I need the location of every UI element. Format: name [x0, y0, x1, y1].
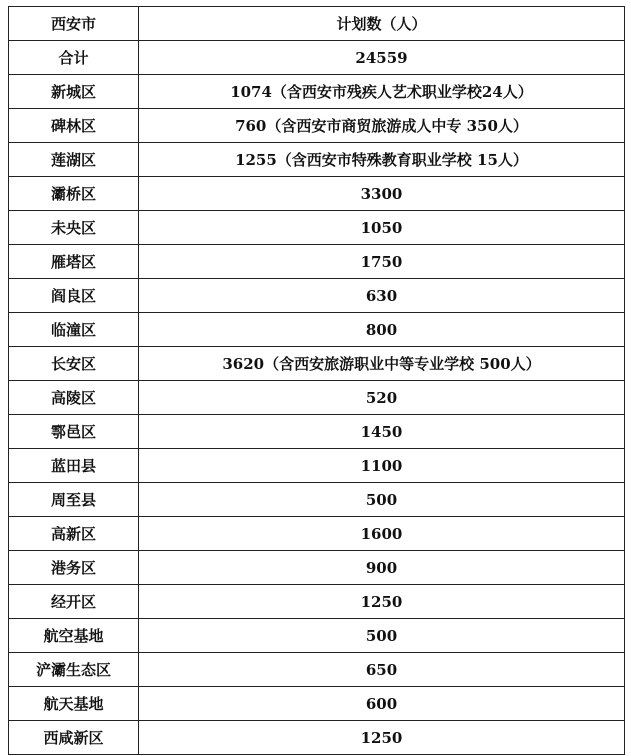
plan-count-cell: 1250 [139, 721, 625, 755]
district-name-cell: 临潼区 [9, 313, 139, 347]
table-row [9, 585, 625, 619]
table-row [9, 483, 625, 517]
district-name-cell: 合计 [9, 41, 139, 75]
plan-count-cell: 1074（含西安市残疾人艺术职业学校24人） [139, 75, 625, 109]
district-name-cell: 港务区 [9, 551, 139, 585]
district-name-cell: 莲湖区 [9, 143, 139, 177]
district-name-cell: 航天基地 [9, 687, 139, 721]
table-row [9, 143, 625, 177]
plan-count-cell: 1255（含西安市特殊教育职业学校 15人） [139, 143, 625, 177]
district-name-cell: 高新区 [9, 517, 139, 551]
district-name-cell: 航空基地 [9, 619, 139, 653]
table-body [9, 41, 625, 755]
plan-count-cell: 500 [139, 619, 625, 653]
plan-count-cell: 630 [139, 279, 625, 313]
table-row [9, 381, 625, 415]
plan-count-cell: 1750 [139, 245, 625, 279]
table-row [9, 75, 625, 109]
table-row [9, 41, 625, 75]
plan-count-cell: 1050 [139, 211, 625, 245]
district-name-cell: 新城区 [9, 75, 139, 109]
table-row [9, 449, 625, 483]
table-row [9, 177, 625, 211]
district-name-cell: 未央区 [9, 211, 139, 245]
district-name-cell: 经开区 [9, 585, 139, 619]
table-row [9, 211, 625, 245]
plan-count-cell: 900 [139, 551, 625, 585]
district-name-cell: 高陵区 [9, 381, 139, 415]
district-name-cell: 鄠邑区 [9, 415, 139, 449]
table-row [9, 245, 625, 279]
plan-count-cell: 650 [139, 653, 625, 687]
table-row [9, 313, 625, 347]
district-name-cell: 西咸新区 [9, 721, 139, 755]
district-name-cell: 碑林区 [9, 109, 139, 143]
table-row [9, 279, 625, 313]
district-name-cell: 长安区 [9, 347, 139, 381]
district-name-cell: 浐灞生态区 [9, 653, 139, 687]
plan-count-cell: 1600 [139, 517, 625, 551]
plan-count-cell: 3300 [139, 177, 625, 211]
plan-count-cell: 1100 [139, 449, 625, 483]
plan-count-cell: 500 [139, 483, 625, 517]
plan-count-cell: 760（含西安市商贸旅游成人中专 350人） [139, 109, 625, 143]
plan-count-cell: 520 [139, 381, 625, 415]
table-row [9, 619, 625, 653]
plan-count-cell: 1450 [139, 415, 625, 449]
district-name-cell: 蓝田县 [9, 449, 139, 483]
header-city: 西安市 [9, 7, 139, 41]
plan-count-cell: 24559 [139, 41, 625, 75]
table-row [9, 347, 625, 381]
plan-count-cell: 1250 [139, 585, 625, 619]
district-name-cell: 阎良区 [9, 279, 139, 313]
plan-count-cell: 800 [139, 313, 625, 347]
table-row [9, 653, 625, 687]
header-row [9, 7, 625, 41]
table-row [9, 721, 625, 755]
table-row [9, 415, 625, 449]
table-row [9, 551, 625, 585]
district-name-cell: 雁塔区 [9, 245, 139, 279]
table-row [9, 109, 625, 143]
district-name-cell: 灞桥区 [9, 177, 139, 211]
table-row [9, 517, 625, 551]
table-row [9, 687, 625, 721]
district-name-cell: 周至县 [9, 483, 139, 517]
enrollment-plan-table [8, 6, 625, 755]
plan-count-cell: 600 [139, 687, 625, 721]
header-plan-count: 计划数（人） [139, 7, 625, 41]
plan-count-cell: 3620（含西安旅游职业中等专业学校 500人） [139, 347, 625, 381]
